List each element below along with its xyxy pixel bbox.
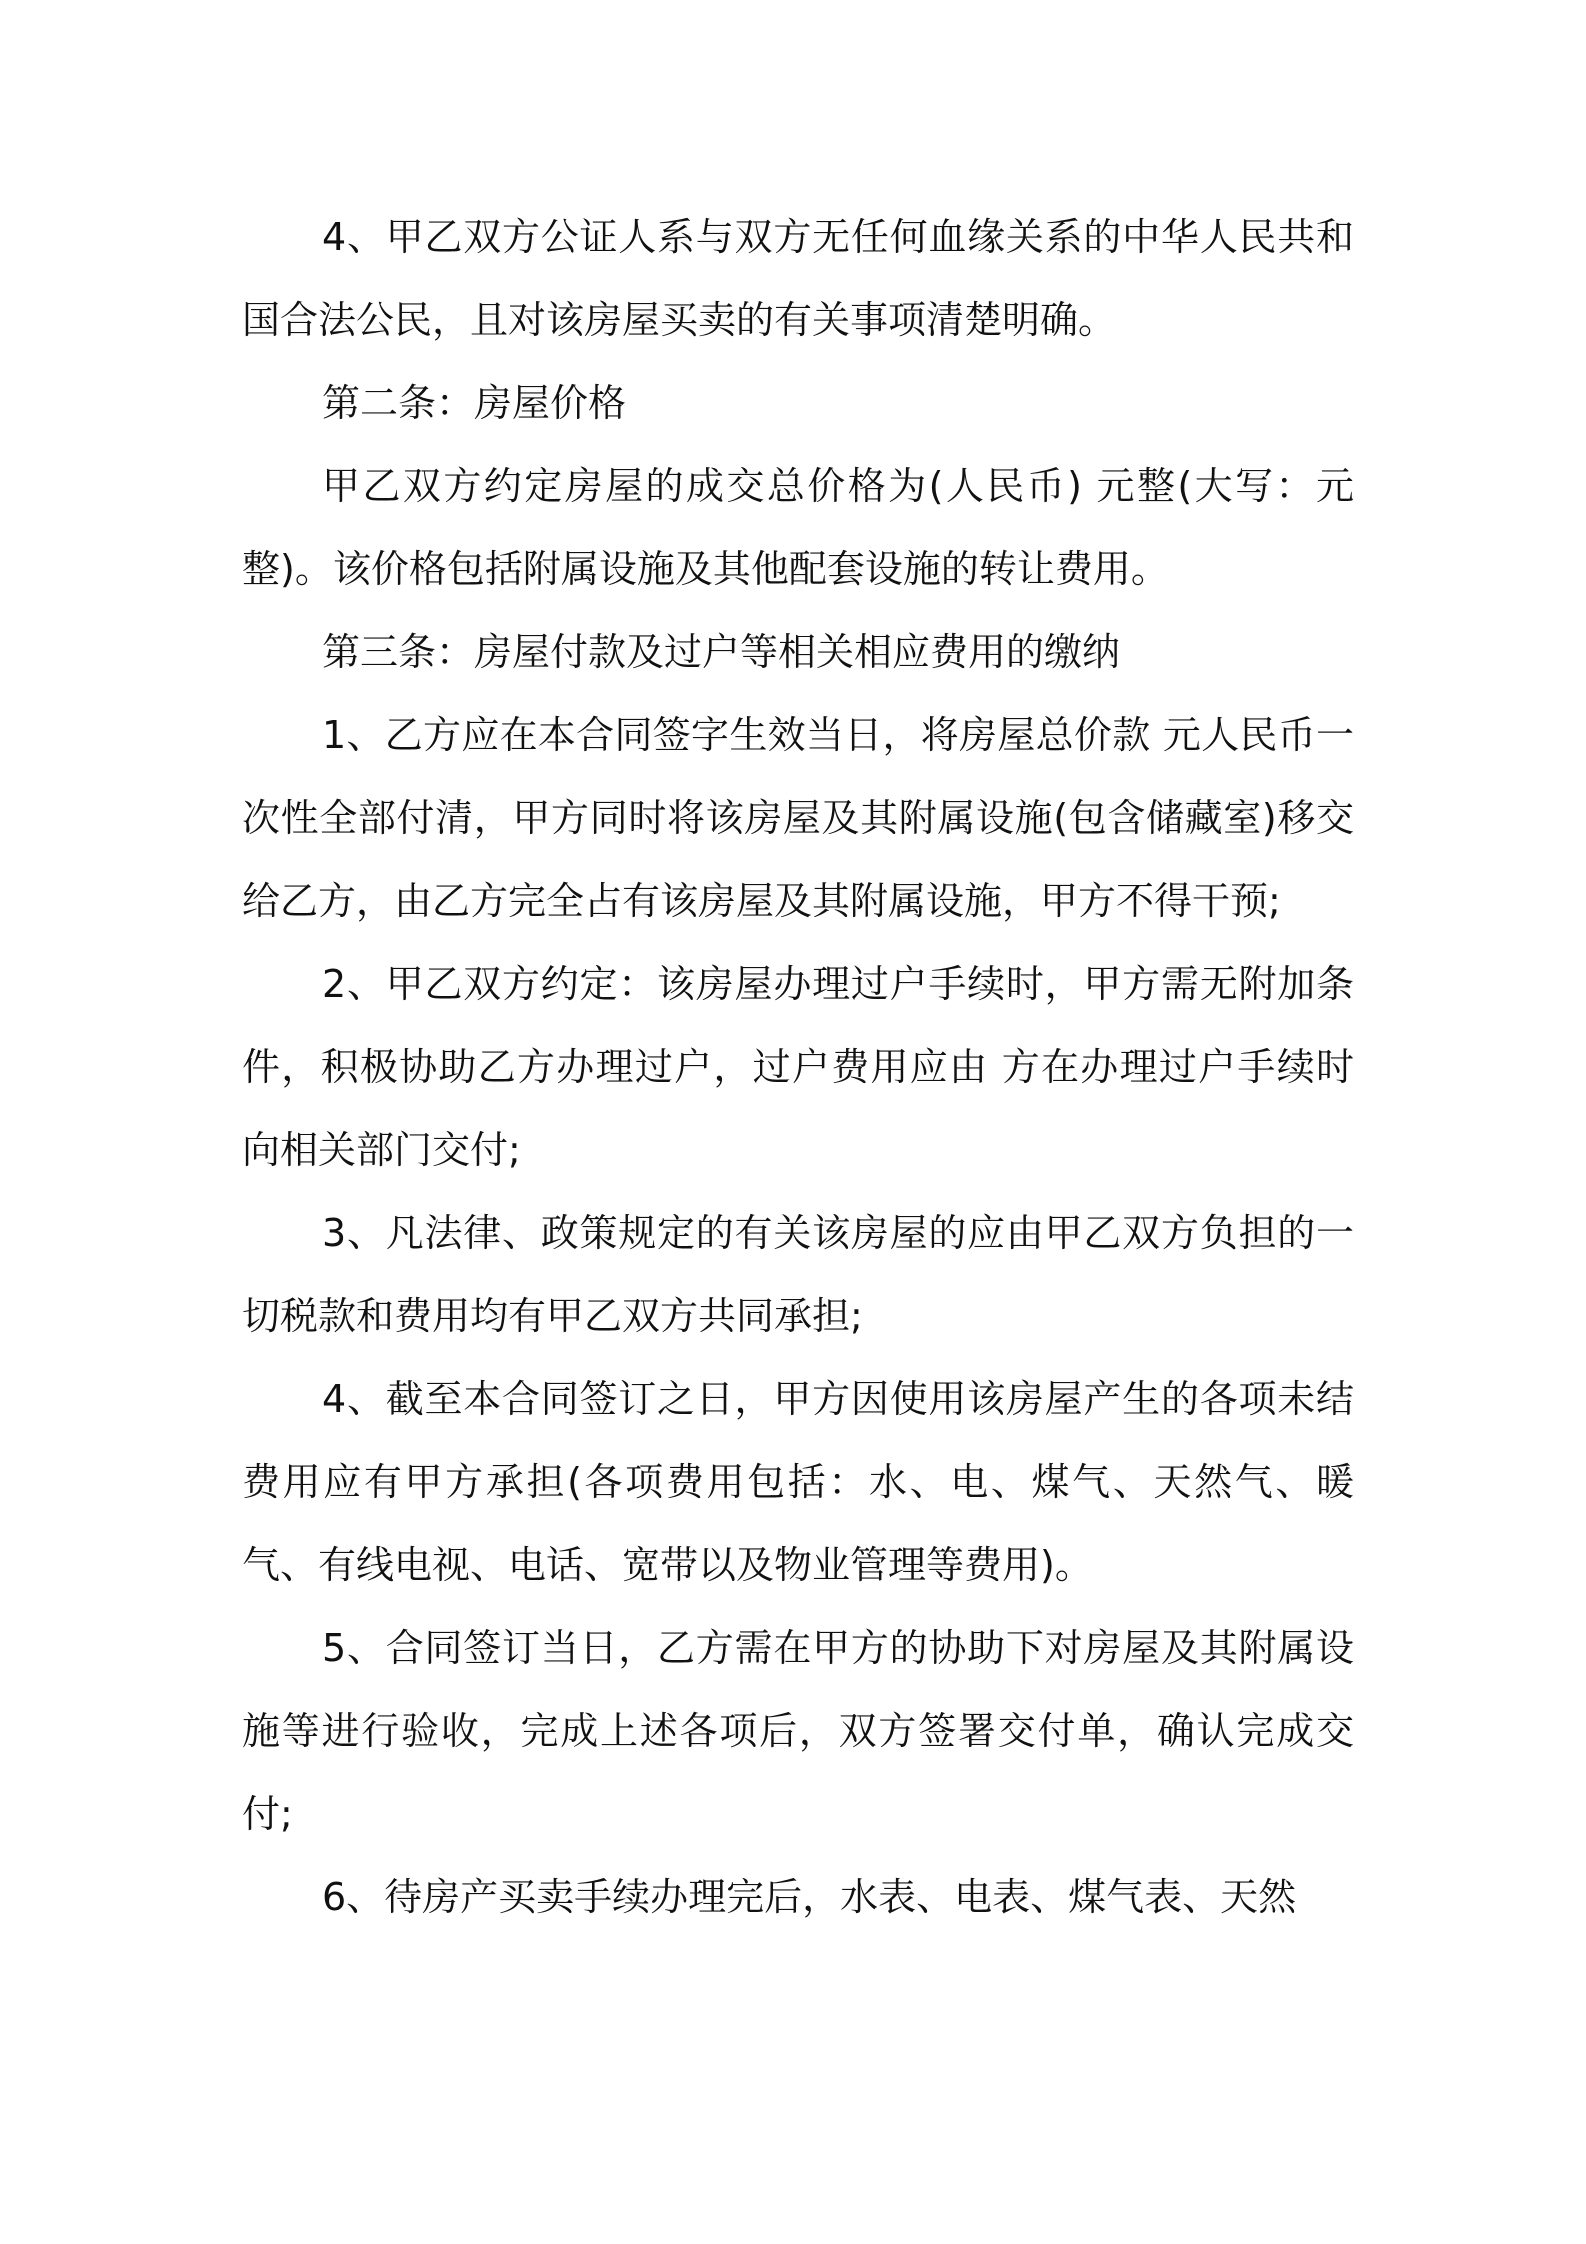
- heading-article-2-price: 第二条：房屋价格: [322, 381, 627, 425]
- paragraph-payment-4: 4、截至本合同签订之日，甲方因使用该房屋产生的各项未结费用应有甲方承担(各项费用包括：水、电、煤气、天然气、暖气、有线电视、电话、宽带以及物业管理等费用)。: [242, 1377, 1354, 1587]
- document-body: [242, 196, 1354, 1939]
- paragraph-payment-5: 5、合同签订当日，乙方需在甲方的协助下对房屋及其附属设施等进行验收，完成上述各项后，双方签署交付单，确认完成交付;: [242, 1626, 1354, 1836]
- paragraph-clause-4-witnesses: 4、甲乙双方公证人系与双方无任何血缘关系的中华人民共和国合法公民，且对该房屋买卖的有关事项清楚明确。: [242, 215, 1354, 342]
- paragraph-payment-6: 6、待房产买卖手续办理完后，水表、电表、煤气表、天然: [322, 1875, 1297, 1919]
- paragraph-payment-1: 1、乙方应在本合同签字生效当日，将房屋总价款 元人民币一次性全部付清，甲方同时将该房屋及其附属设施(包含储藏室)移交给乙方，由乙方完全占有该房屋及其附属设施，甲方不得干预;: [242, 713, 1354, 923]
- paragraph-payment-2: 2、甲乙双方约定：该房屋办理过户手续时，甲方需无附加条件，积极协助乙方办理过户，过户费用应由 方在办理过户手续时向相关部门交付;: [242, 962, 1354, 1172]
- heading-article-3-payment: 第三条：房屋付款及过户等相关相应费用的缴纳: [322, 630, 1121, 674]
- paragraph-total-price: 甲乙双方约定房屋的成交总价格为(人民币) 元整(大写：元整)。该价格包括附属设施及其他配套设施的转让费用。: [242, 464, 1354, 591]
- paragraph-payment-3: 3、凡法律、政策规定的有关该房屋的应由甲乙双方负担的一切税款和费用均有甲乙双方共同承担;: [242, 1211, 1354, 1338]
